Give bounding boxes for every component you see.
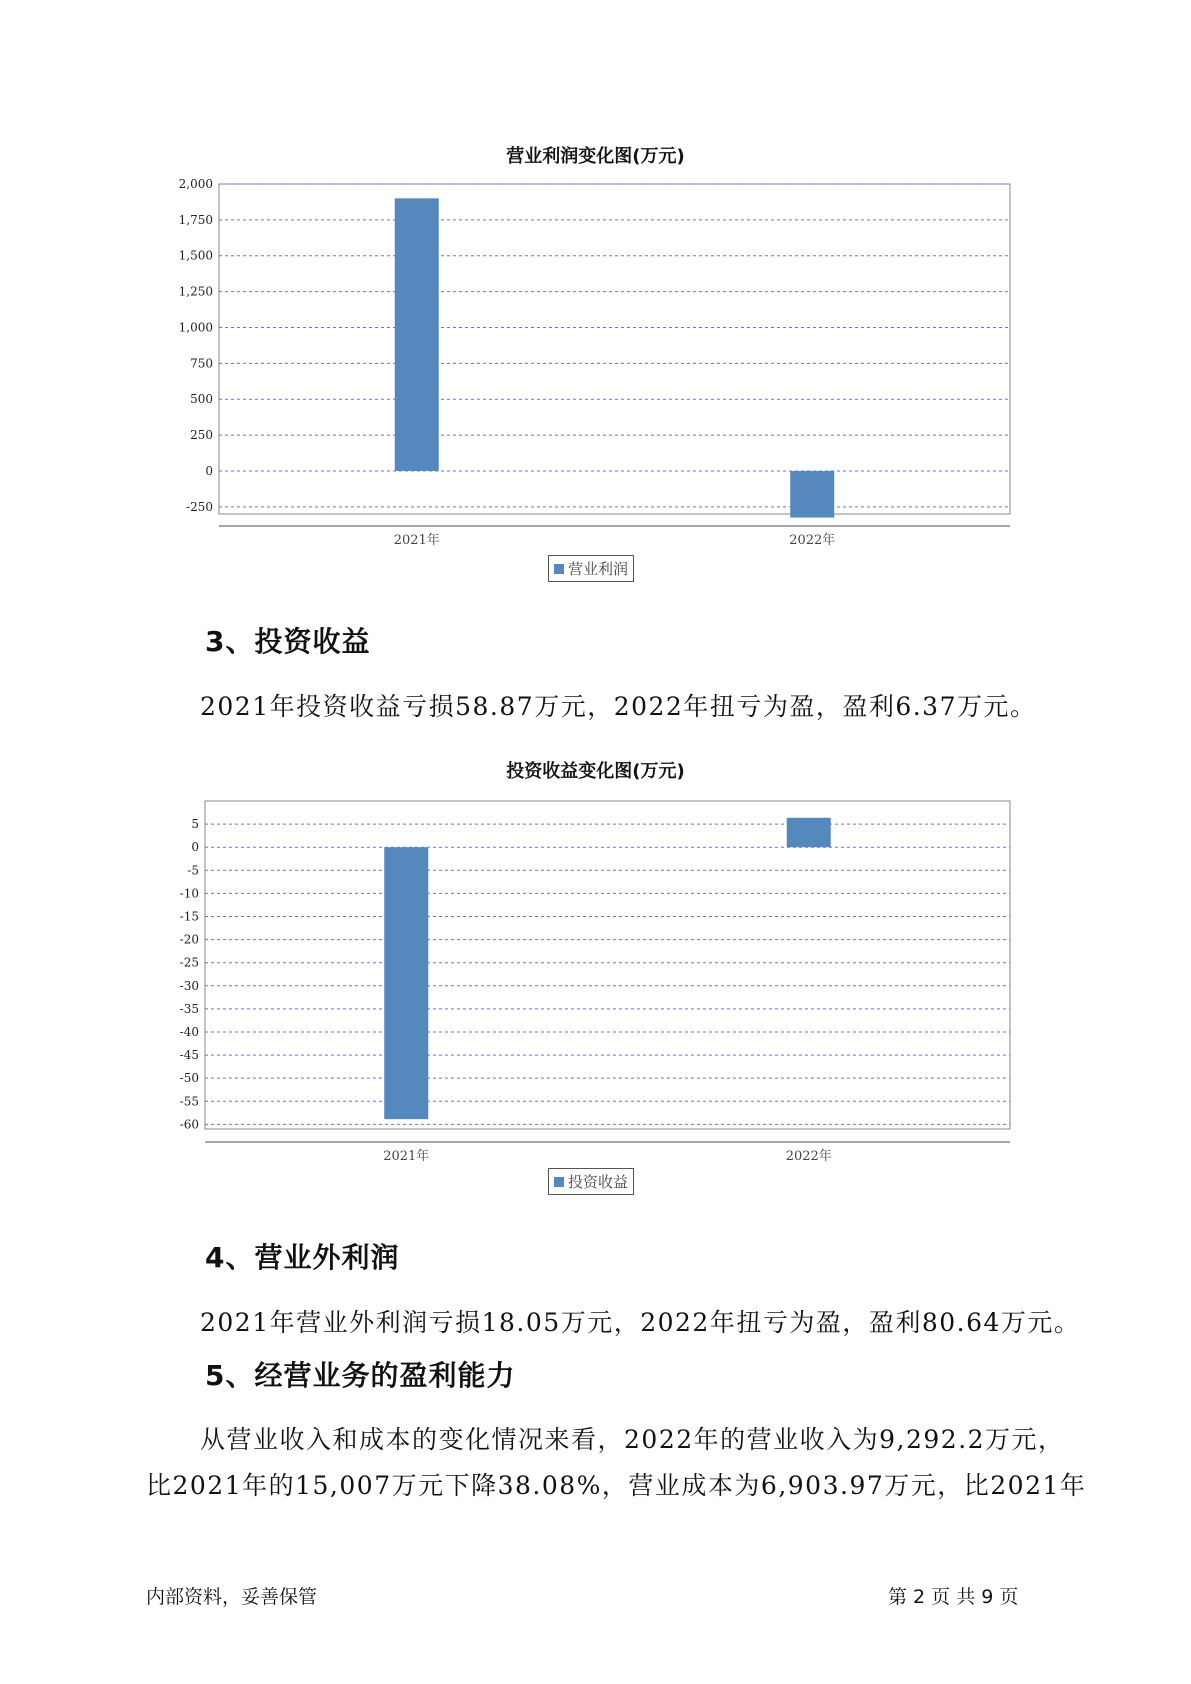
y-tick-label: -35 <box>179 1001 199 1016</box>
y-tick-label: 0 <box>191 840 199 855</box>
chart2-title: 投资收益变化图(万元) <box>506 761 685 782</box>
x-tick-label: 2022年 <box>785 1149 832 1164</box>
y-tick-label: -20 <box>179 932 199 947</box>
y-tick-label: -50 <box>179 1071 199 1086</box>
y-tick-label: 1,750 <box>178 212 213 227</box>
heading-non-operating-profit: 4、营业外利润 <box>205 1241 400 1274</box>
para-profitability-line2: 比2021年的15,007万元下降38.08%，营业成本为6,903.97万元，比2021年 <box>146 1471 1087 1500</box>
y-tick-label: 0 <box>205 463 213 478</box>
y-tick-label: 1,000 <box>178 320 213 335</box>
y-tick-label: -10 <box>179 886 199 901</box>
x-tick-label: 2022年 <box>789 533 836 548</box>
bar-2021年 <box>384 847 428 1119</box>
y-tick-label: 500 <box>190 392 213 407</box>
plot-area <box>205 801 1010 1129</box>
legend-label-investment-income: 投资收益 <box>568 1173 629 1191</box>
bar-2022年 <box>787 818 831 847</box>
y-tick-label: 1,500 <box>178 248 213 263</box>
legend-label-operating-profit: 营业利润 <box>568 560 629 578</box>
y-tick-label: -30 <box>179 978 199 993</box>
footer-confidential: 内部资料，妥善保管 <box>146 1586 318 1608</box>
para-profitability-line1: 从营业收入和成本的变化情况来看，2022年的营业收入为9,292.2万元， <box>200 1425 1065 1454</box>
legend-swatch-investment-income <box>554 1177 564 1187</box>
y-tick-label: -250 <box>186 499 213 514</box>
chart2-legend <box>548 1168 634 1195</box>
y-tick-label: -55 <box>179 1094 199 1109</box>
y-tick-label: 2,000 <box>178 177 213 191</box>
y-tick-label: -5 <box>187 863 199 878</box>
y-tick-label: 750 <box>190 356 213 371</box>
y-tick-label: -60 <box>179 1117 199 1132</box>
footer-page-number: 第 2 页 共 9 页 <box>888 1586 1019 1608</box>
y-tick-label: -45 <box>179 1048 199 1063</box>
y-tick-label: -40 <box>179 1024 199 1039</box>
chart1-title: 营业利润变化图(万元) <box>506 146 685 167</box>
x-tick-label: 2021年 <box>383 1149 430 1164</box>
x-tick-label: 2021年 <box>393 533 440 548</box>
y-tick-label: 250 <box>190 428 213 443</box>
y-tick-label: -25 <box>179 955 199 970</box>
para-investment-income: 2021年投资收益亏损58.87万元，2022年扭亏为盈，盈利6.37万元。 <box>200 692 1037 721</box>
y-tick-label: 5 <box>191 817 199 832</box>
y-tick-label: 1,250 <box>178 284 213 299</box>
para-non-operating-profit: 2021年营业外利润亏损18.05万元，2022年扭亏为盈，盈利80.64万元。 <box>200 1308 1081 1337</box>
y-tick-label: -15 <box>179 909 199 924</box>
heading-investment-income: 3、投资收益 <box>205 625 371 658</box>
heading-profitability: 5、经营业务的盈利能力 <box>205 1359 516 1392</box>
